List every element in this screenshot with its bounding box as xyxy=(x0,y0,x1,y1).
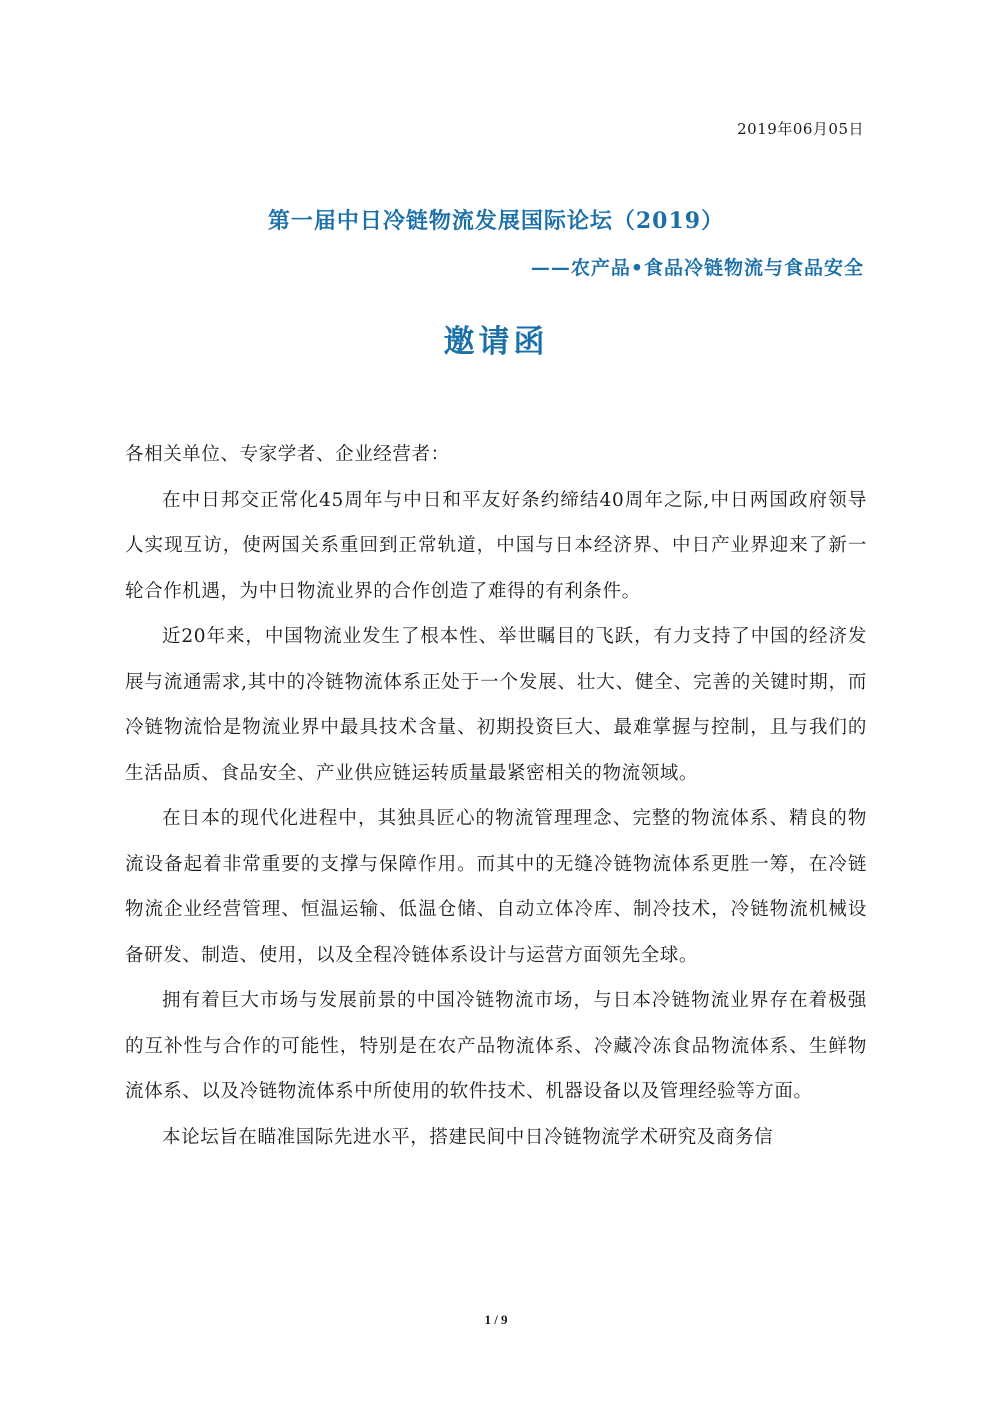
document-date: 2019年06月05日 xyxy=(737,120,864,138)
salutation: 各相关单位、专家学者、企业经营者： xyxy=(125,444,450,465)
forum-title: 第一届中日冷链物流发展国际论坛（2019） xyxy=(267,208,725,234)
invitation-title: 邀请函 xyxy=(443,324,549,360)
forum-subtitle: ——农产品•食品冷链物流与食品安全 xyxy=(530,257,864,279)
paragraph-4: 拥有着巨大市场与发展前景的中国冷链物流市场，与日本冷链物流业界存在着极强的互补性与合作的可能性，特别是在农产品物流体系、冷藏冷冻食品物流体系、生鲜物流体系、以及冷链物流体系中所使用的软件技术、机器设备以及管理经验等方面。 xyxy=(125,990,867,1102)
paragraph-2: 近20年来，中国物流业发生了根本性、举世瞩目的飞跃，有力支持了中国的经济发展与流通需求,其中的冷链物流体系正处于一个发展、壮大、健全、完善的关键时期，而冷链物流恰是物流业界中最具技术含量、初期投资巨大、最难掌握与控制，且与我们的生活品质、食品安全、产业供应链运转质量最紧密相关的物流领域。 xyxy=(125,626,867,784)
letter-body xyxy=(125,432,867,1160)
paragraph-1: 在中日邦交正常化45周年与中日和平友好条约缔结40周年之际,中日两国政府领导人实现互访，使两国关系重回到正常轨道，中国与日本经济界、中日产业界迎来了新一轮合作机遇，为中日物流业界的合作创造了难得的有利条件。 xyxy=(125,489,867,602)
page-indicator: 1 / 9 xyxy=(484,1312,508,1327)
paragraph-3: 在日本的现代化进程中，其独具匠心的物流管理理念、完整的物流体系、精良的物流设备起着非常重要的支撑与保障作用。而其中的无缝冷链物流体系更胜一筹，在冷链物流企业经营管理、恒温运输、低温仓储、自动立体冷库、制冷技术，冷链物流机械设备研发、制造、使用，以及全程冷链体系设计与运营方面领先全球。 xyxy=(125,808,867,966)
paragraph-5: 本论坛旨在瞄准国际先进水平，搭建民间中日冷链物流学术研究及商务信 xyxy=(162,1126,774,1148)
